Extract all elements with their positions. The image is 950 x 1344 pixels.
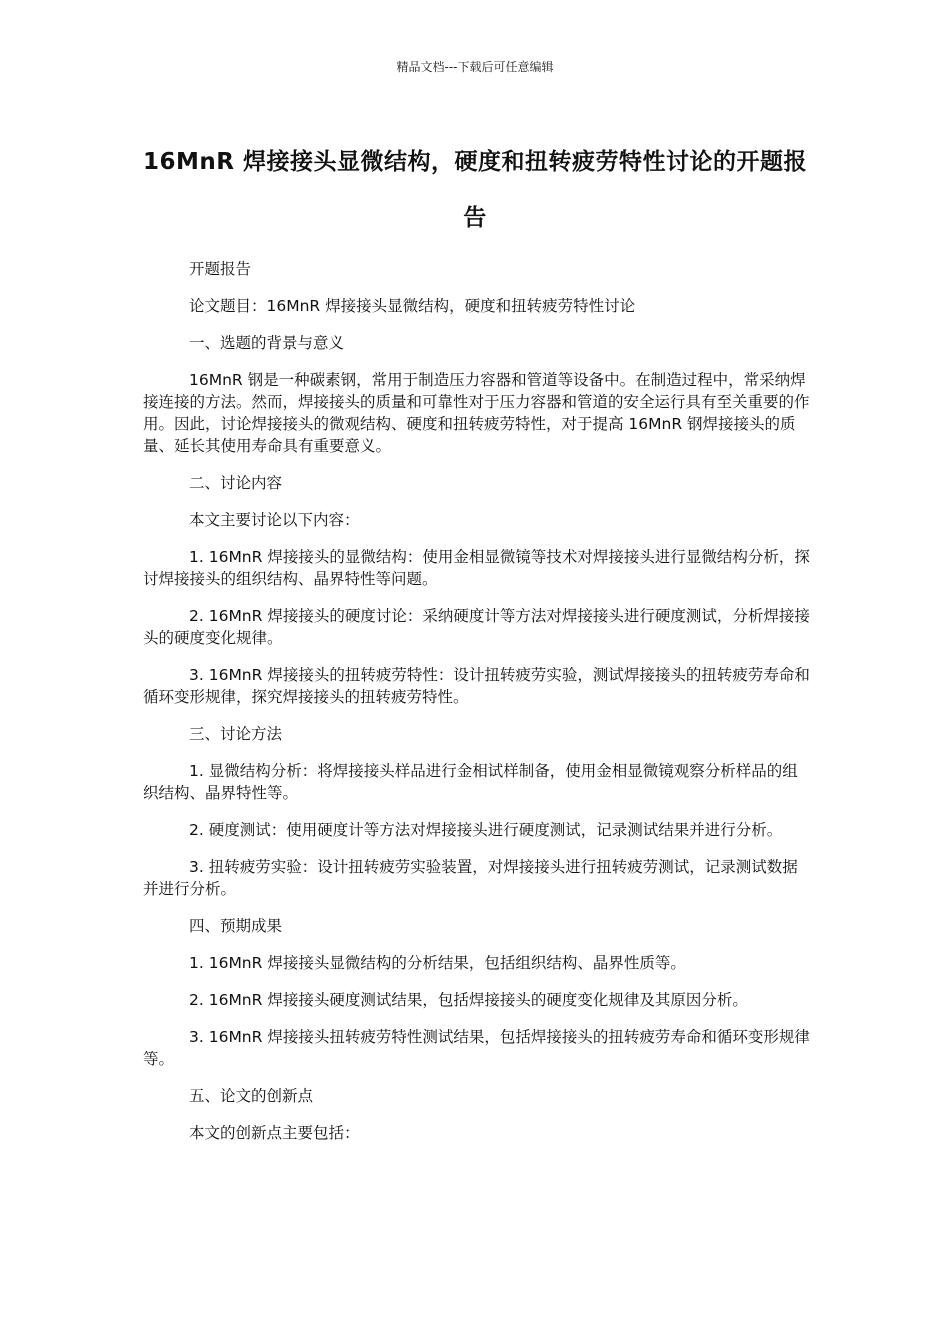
section-heading-content: 二、讨论内容 xyxy=(189,474,283,492)
paragraph-background: 16MnR 钢是一种碳素钢，常用于制造压力容器和管道等设备中。在制造过程中，常采纳焊接连接的方法。然而，焊接接头的质量和可靠性对于压力容器和管道的安全运行具有至关重要的作用。因此，讨论焊接接头的微观结构、硬度和扭转疲劳特性，对于提高 16MnR 钢焊接接头的质量、延长其使用寿命具有重要意义。 xyxy=(143,371,810,455)
list-item-content-3: 3. 16MnR 焊接接头的扭转疲劳特性：设计扭转疲劳实验，测试焊接接头的扭转疲劳寿命和循环变形规律，探究焊接接头的扭转疲劳特性。 xyxy=(143,666,810,706)
section-heading-innovations: 五、论文的创新点 xyxy=(189,1087,314,1105)
list-item-result-3: 3. 16MnR 焊接接头扭转疲劳特性测试结果，包括焊接接头的扭转疲劳寿命和循环变形规律等。 xyxy=(143,1028,810,1068)
list-item-method-1: 1. 显微结构分析：将焊接接头样品进行金相试样制备，使用金相显微镜观察分析样品的组织结构、晶界特性等。 xyxy=(143,762,798,802)
paragraph-innovations-intro: 本文的创新点主要包括： xyxy=(189,1124,360,1142)
list-item-result-1: 1. 16MnR 焊接接头显微结构的分析结果，包括组织结构、晶界性质等。 xyxy=(189,954,686,972)
document-body xyxy=(143,258,813,1159)
list-item-result-2: 2. 16MnR 焊接接头硬度测试结果，包括焊接接头的硬度变化规律及其原因分析。 xyxy=(189,991,748,1009)
list-item-content-2: 2. 16MnR 焊接接头的硬度讨论：采纳硬度计等方法对焊接接头进行硬度测试，分析焊接接头的硬度变化规律。 xyxy=(143,607,810,647)
page-header-note: 精品文档---下载后可任意编辑 xyxy=(396,60,554,74)
section-heading-expected-results: 四、预期成果 xyxy=(189,917,283,935)
paragraph-thesis-topic: 论文题目：16MnR 焊接接头显微结构，硬度和扭转疲劳特性讨论 xyxy=(189,297,636,315)
document-title: 16MnR 焊接接头显微结构，硬度和扭转疲劳特性讨论的开题报告 xyxy=(143,149,807,231)
list-item-method-3: 3. 扭转疲劳实验：设计扭转疲劳实验装置，对焊接接头进行扭转疲劳测试，记录测试数据并进行分析。 xyxy=(143,858,798,898)
section-heading-background: 一、选题的背景与意义 xyxy=(189,334,345,352)
list-item-method-2: 2. 硬度测试：使用硬度计等方法对焊接接头进行硬度测试，记录测试结果并进行分析。 xyxy=(189,821,783,839)
paragraph-report-label: 开题报告 xyxy=(189,260,252,278)
list-item-content-1: 1. 16MnR 焊接接头的显微结构：使用金相显微镜等技术对焊接接头进行显微结构分析，探讨焊接接头的组织结构、晶界特性等问题。 xyxy=(143,548,810,588)
paragraph-content-intro: 本文主要讨论以下内容： xyxy=(189,511,360,529)
section-heading-methods: 三、讨论方法 xyxy=(189,725,283,743)
